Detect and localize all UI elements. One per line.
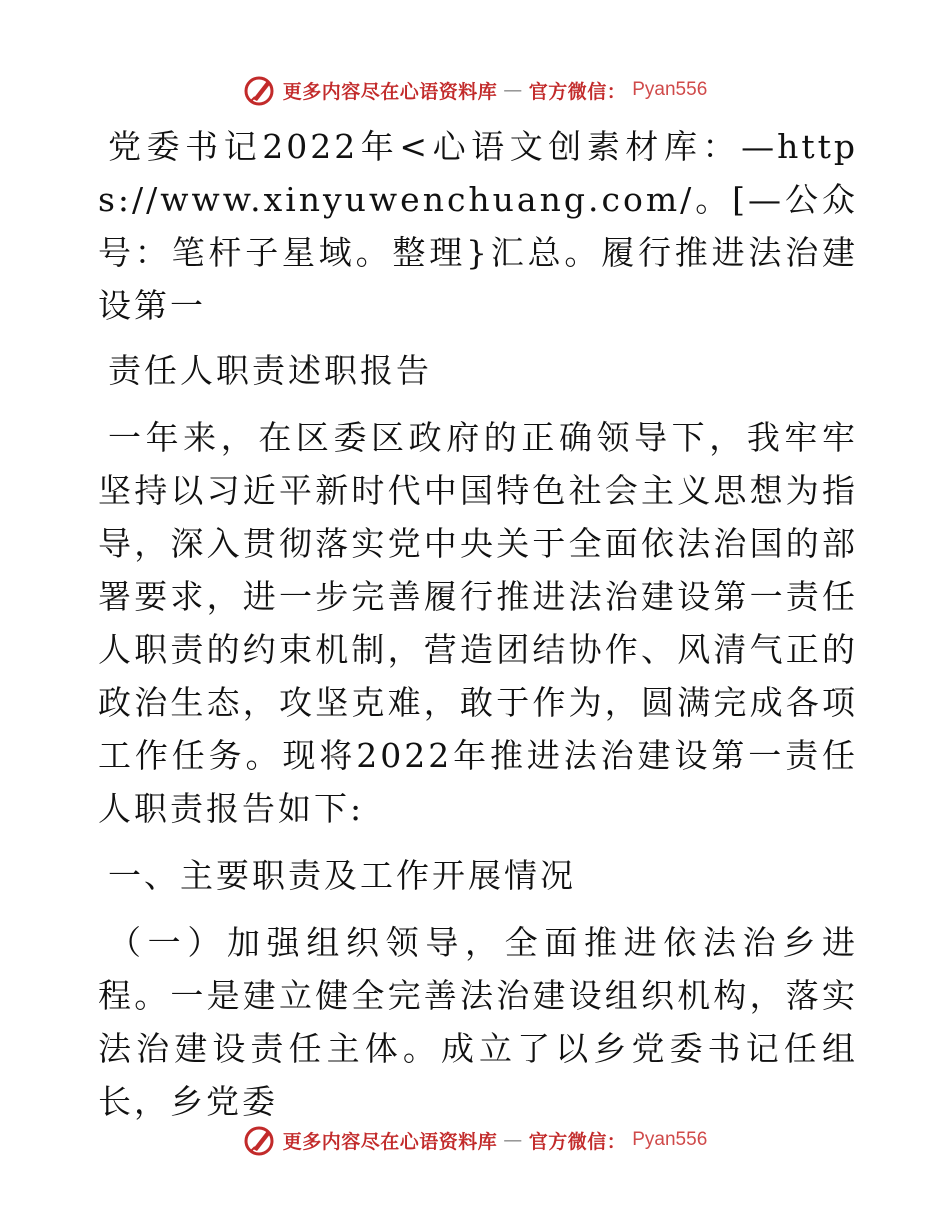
document-body — [98, 120, 858, 1128]
watermark-header — [0, 70, 950, 110]
body-paragraph: （一）加强组织领导，全面推进依法治乡进程。一是建立健全完善法治建设组织机构，落实法治建设责任主体。成立了以乡党委书记任组长，乡党委 — [98, 923, 858, 1121]
title-paragraph: 党委书记2022年<心语文创素材库：—https://www.xinyuwenchuang.com/。[—公众号：笔杆子星域。整理}汇总。履行推进法治建设第一 — [98, 127, 858, 325]
watermark-contact-label: 官方微信： — [528, 80, 627, 103]
watermark-group — [243, 73, 708, 107]
watermark-text: 更多内容尽在心语资料库 — [282, 80, 498, 103]
title-continuation: 责任人职责述职报告 — [108, 351, 432, 390]
watermark-contact-id: Pyan556 — [632, 1129, 708, 1150]
watermark-footer — [0, 1120, 950, 1160]
section-heading: 一、主要职责及工作开展情况 — [108, 856, 576, 895]
quill-logo-icon — [243, 73, 277, 107]
watermark-contact-label: 官方微信： — [528, 1130, 627, 1153]
watermark-contact-id: Pyan556 — [632, 79, 708, 100]
watermark-text: 更多内容尽在心语资料库 — [282, 1130, 498, 1153]
watermark-group — [243, 1123, 708, 1157]
watermark-dash: — — [503, 1129, 523, 1151]
watermark-dash: — — [503, 79, 523, 101]
intro-paragraph: 一年来，在区委区政府的正确领导下，我牢牢坚持以习近平新时代中国特色社会主义思想为指导，深入贯彻落实党中央关于全面依法治国的部署要求，进一步完善履行推进法治建设第一责任人职责的约束机制，营造团结协作、风清气正的政治生态，攻坚克难，敢于作为，圆满完成各项工作任务。现将2022年推进法治建设第一责任人职责报告如下: — [98, 418, 858, 828]
quill-logo-icon — [243, 1123, 277, 1157]
